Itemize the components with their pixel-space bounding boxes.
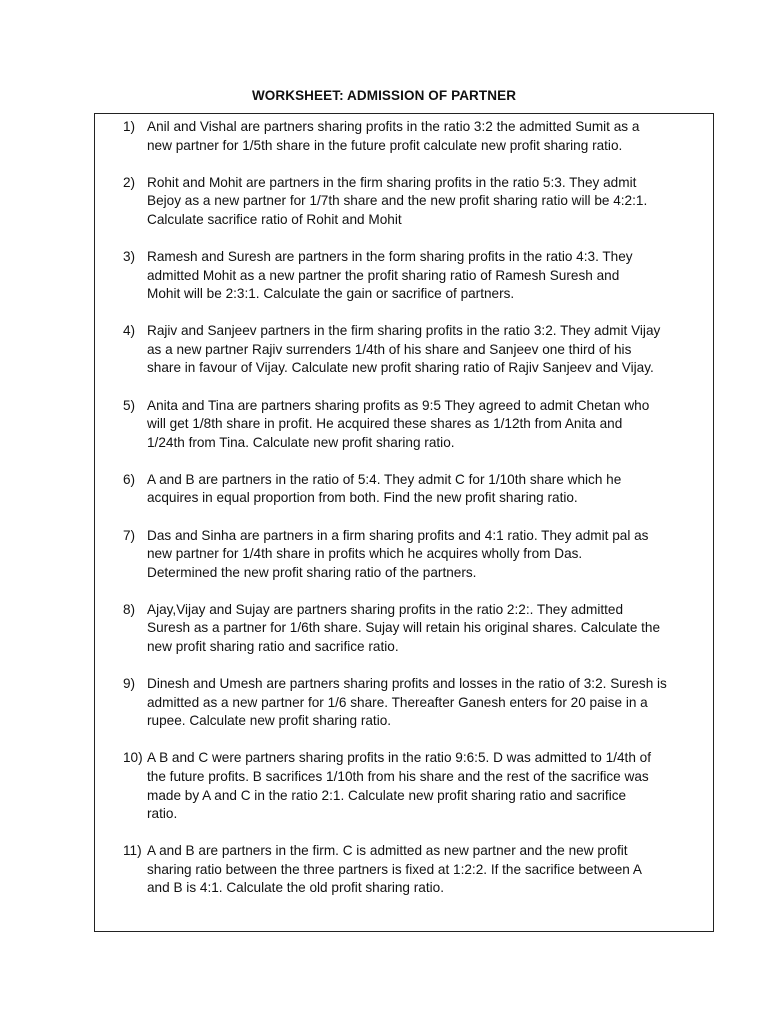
question-number: 3): [123, 248, 136, 264]
question-text: Das and Sinha are partners in a firm sharing profits and 4:1 ratio. They admit pal as new partner for 1/4th share in profits which he acquires wholly from Das. Determined the new profit sharing ratio of the partners.: [147, 527, 649, 580]
question-number: 10): [123, 750, 143, 766]
question-number: 7): [123, 527, 136, 543]
question-list: [123, 118, 713, 917]
question-number: 1): [123, 119, 136, 134]
question-item: [123, 527, 713, 583]
question-number: 8): [123, 601, 136, 617]
question-text: Anil and Vishal are partners sharing profits in the ratio 3:2 the admitted Sumit as a new partner for 1/5th share in the future profit calculate new profit sharing ratio.: [147, 119, 640, 153]
question-text: Rohit and Mohit are partners in the firm sharing profits in the ratio 5:3. They admit Bejoy as a new partner for 1/7th share and the new profit sharing ratio will be 4:2:1. Calculate sacrifice ratio of Rohit and Mohit: [147, 174, 648, 227]
question-text: Dinesh and Umesh are partners sharing profits and losses in the ratio of 3:2. Suresh is admitted as a new partner for 1/6 share. Thereafter Ganesh enters for 20 paise in a rupee. Calculate new profit sharing ratio.: [147, 676, 667, 729]
question-item: [123, 118, 713, 155]
question-text: Anita and Tina are partners sharing profits as 9:5 They agreed to admit Chetan who will get 1/8th share in profit. He acquired these shares as 1/12th from Anita and 1/24th from Tina. Calculate new profit sharing ratio.: [147, 397, 650, 450]
question-number: 11): [123, 843, 142, 859]
question-number: 9): [123, 676, 136, 692]
question-item: [123, 248, 713, 304]
page-title: WORKSHEET: ADMISSION OF PARTNER: [251, 88, 517, 103]
question-text: A and B are partners in the firm. C is admitted as new partner and the new profit sharing ratio between the three partners is fixed at 1:2:2. If the sacrifice between A and B is 4:1. Calculate the old profit sharing ratio.: [147, 843, 642, 896]
question-text: Rajiv and Sanjeev partners in the firm sharing profits in the ratio 3:2. They admit Vijay as a new partner Rajiv surrenders 1/4th of his share and Sanjeev one third of his share in favour of Vijay. Calculate new profit sharing ratio of Rajiv Sanjeev and Vijay.: [147, 323, 661, 376]
question-item: [123, 601, 713, 657]
question-text: A and B are partners in the ratio of 5:4. They admit C for 1/10th share which he acquires in equal proportion from both. Find the new profit sharing ratio.: [147, 471, 622, 506]
question-text: A B and C were partners sharing profits in the ratio 9:6:5. D was admitted to 1/4th of the future profits. B sacrifices 1/10th from his share and the rest of the sacrifice was made by A and C in the ratio 2:1. Calculate new profit sharing ratio and sacrifice ratio.: [147, 750, 651, 822]
question-item: [123, 842, 713, 898]
question-number: 6): [123, 471, 136, 487]
question-number: 2): [123, 174, 136, 190]
question-number: 4): [123, 323, 136, 339]
question-item: [123, 675, 713, 731]
question-number: 5): [123, 397, 136, 413]
question-item: [123, 322, 713, 378]
question-text: Ramesh and Suresh are partners in the form sharing profits in the ratio 4:3. They admitted Mohit as a new partner the profit sharing ratio of Ramesh Suresh and Mohit will be 2:3:1. Calculate the gain or sacrifice of partners.: [147, 248, 633, 302]
question-item: [123, 174, 713, 230]
question-item: [123, 397, 713, 453]
question-item: [123, 749, 713, 823]
question-item: [123, 471, 713, 508]
question-text: Ajay,Vijay and Sujay are partners sharing profits in the ratio 2:2:. They admitted Suresh as a partner for 1/6th share. Sujay will retain his original shares. Calculate the new profit sharing ratio and sacrifice ratio.: [147, 601, 661, 654]
